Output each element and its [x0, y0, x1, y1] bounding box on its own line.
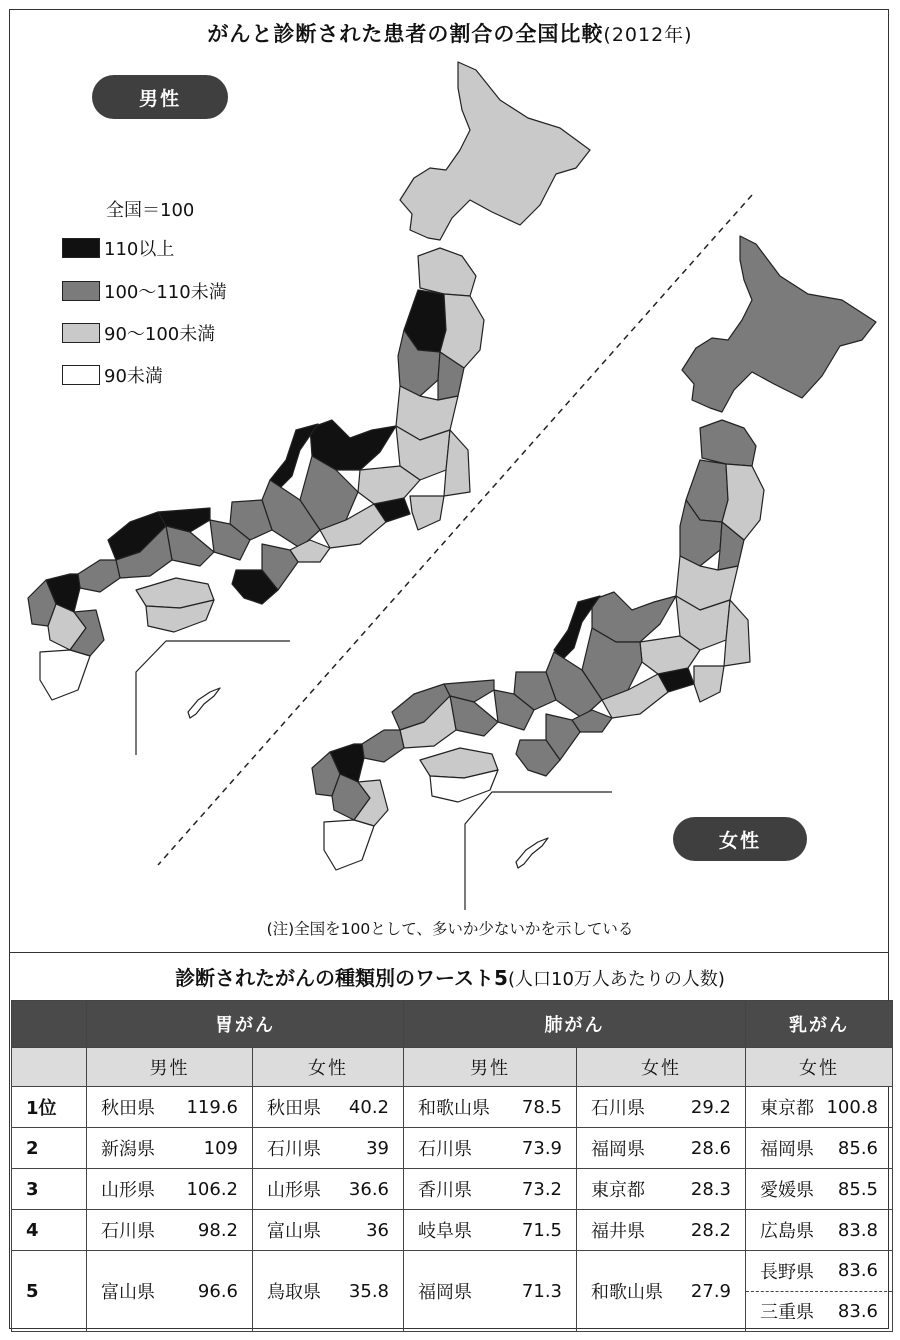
female-label: 女性: [718, 829, 761, 852]
data-cell: [253, 1169, 404, 1210]
rate-value: 119.6: [186, 1096, 238, 1118]
table-subtitle: (人口10万人あたりの人数): [507, 969, 725, 990]
female-aomori: [700, 420, 756, 466]
rate-value: 73.9: [521, 1137, 562, 1159]
ranking-table: [11, 1000, 893, 1332]
section-divider: [9, 952, 889, 953]
female-okayama: [450, 696, 498, 736]
rank-cell: 3: [12, 1169, 87, 1210]
male-kyushu-s: [40, 650, 90, 700]
legend-label: 110以上: [104, 239, 175, 260]
female-map: [312, 236, 876, 910]
data-cell: [746, 1169, 893, 1210]
legend-swatch: [62, 238, 100, 258]
table-row: [12, 1210, 893, 1251]
group-header-breast: 乳がん: [746, 1001, 893, 1048]
prefecture-name: 鳥取県: [267, 1282, 321, 1303]
data-cell: [746, 1087, 893, 1128]
legend-label: 90〜100未満: [104, 324, 216, 345]
split-cell: [746, 1251, 892, 1331]
data-cell: [404, 1210, 577, 1251]
table-group-header-row: [12, 1001, 893, 1048]
female-hokkaido: [682, 236, 876, 412]
rate-value: 71.5: [521, 1219, 562, 1241]
data-cell: [746, 1128, 893, 1169]
rate-value: 100.8: [826, 1096, 878, 1118]
cell-content: [746, 1094, 892, 1120]
female-okinawa: [516, 838, 548, 868]
rate-value: 36.6: [348, 1178, 389, 1200]
cell-content: [404, 1176, 576, 1202]
group-header-lung: 肺がん: [404, 1001, 746, 1048]
rate-value: 83.6: [837, 1260, 878, 1282]
data-cell: [253, 1087, 404, 1128]
cell-content: [87, 1094, 252, 1120]
table-sub-header-row: [12, 1048, 893, 1087]
data-cell: [253, 1210, 404, 1251]
data-cell: [87, 1251, 253, 1332]
rate-value: 35.8: [348, 1280, 389, 1302]
male-aomori: [418, 248, 476, 296]
male-hokkaido: [400, 62, 590, 240]
prefecture-name: 富山県: [267, 1221, 321, 1242]
data-cell: [253, 1251, 404, 1332]
prefecture-name: 三重県: [760, 1302, 814, 1324]
prefecture-name: 石川県: [101, 1221, 155, 1242]
prefecture-name: 和歌山県: [418, 1098, 490, 1119]
female-okinawa-inset: [465, 792, 612, 910]
prefecture-name: 山形県: [267, 1180, 321, 1201]
cell-content: [253, 1278, 403, 1304]
female-kyushu-s: [324, 820, 374, 870]
female-chiba: [694, 666, 724, 702]
male-label: 男性: [138, 87, 181, 110]
data-cell: [87, 1087, 253, 1128]
sub-header-stomach-female: 女性: [253, 1048, 404, 1087]
sub-header-lung-male: 男性: [404, 1048, 577, 1087]
table-row: [12, 1251, 893, 1332]
cell-content: [87, 1278, 252, 1304]
data-cell: [746, 1210, 893, 1251]
prefecture-name: 石川県: [267, 1139, 321, 1160]
cell-content: [746, 1135, 892, 1161]
table-title: [0, 962, 900, 991]
male-okayama: [166, 526, 214, 566]
female-yamaguchi: [362, 730, 404, 762]
data-cell: [404, 1087, 577, 1128]
table-body: [12, 1087, 893, 1332]
cell-content: [746, 1217, 892, 1243]
rank-cell: 5: [12, 1251, 87, 1332]
prefecture-name: 和歌山県: [591, 1282, 663, 1303]
legend-swatch: [62, 281, 100, 301]
prefecture-name: 石川県: [591, 1098, 645, 1119]
legend-title: 全国＝100: [106, 200, 195, 221]
cell-content: [577, 1094, 745, 1120]
rank-cell: 1位: [12, 1087, 87, 1128]
legend-swatch: [62, 323, 100, 343]
data-cell: [87, 1169, 253, 1210]
prefecture-name: 秋田県: [267, 1098, 321, 1119]
data-cell: [404, 1128, 577, 1169]
data-cell: [404, 1251, 577, 1332]
cell-content: [577, 1135, 745, 1161]
cell-content: [404, 1135, 576, 1161]
rank-cell: 4: [12, 1210, 87, 1251]
male-chiba: [410, 496, 444, 530]
cell-content: [577, 1217, 745, 1243]
table-corner: [12, 1001, 87, 1048]
rate-value: 85.6: [837, 1137, 878, 1159]
legend-label: 100〜110未満: [104, 282, 227, 303]
table-row: [12, 1087, 893, 1128]
prefecture-name: 福岡県: [591, 1139, 645, 1160]
prefecture-name: 長野県: [760, 1261, 814, 1283]
cell-content: [253, 1217, 403, 1243]
female-niigata: [592, 592, 676, 642]
male-map: [28, 62, 590, 755]
prefecture-name: 山形県: [101, 1180, 155, 1201]
data-cell: [577, 1087, 746, 1128]
data-cell: [577, 1210, 746, 1251]
cell-content: [253, 1135, 403, 1161]
rate-value: 36: [366, 1219, 389, 1241]
rate-value: 73.2: [521, 1178, 562, 1200]
data-cell: [87, 1128, 253, 1169]
prefecture-name: 秋田県: [101, 1098, 155, 1119]
cell-content: [87, 1135, 252, 1161]
cell-content: [577, 1278, 745, 1304]
rate-value: 83.8: [837, 1219, 878, 1241]
sub-header-stomach-male: 男性: [87, 1048, 253, 1087]
cell-content: [404, 1278, 576, 1304]
prefecture-name: 福岡県: [760, 1139, 814, 1160]
prefecture-name: 福井県: [591, 1221, 645, 1242]
cell-content: [404, 1217, 576, 1243]
cell-content: [253, 1176, 403, 1202]
data-cell: [577, 1251, 746, 1332]
prefecture-name: 広島県: [760, 1221, 814, 1242]
rate-value: 39: [366, 1137, 389, 1159]
rate-value: 40.2: [348, 1096, 389, 1118]
cell-content: [253, 1094, 403, 1120]
rate-value: 98.2: [197, 1219, 238, 1241]
prefecture-name: 香川県: [418, 1180, 472, 1201]
sub-header-lung-female: 女性: [577, 1048, 746, 1087]
rate-value: 27.9: [690, 1280, 731, 1302]
rate-value: 78.5: [521, 1096, 562, 1118]
rate-value: 71.3: [521, 1280, 562, 1302]
legend-swatch: [62, 365, 100, 385]
cell-content: [87, 1176, 252, 1202]
table-title-text: 診断されたがんの種類別のワースト5: [175, 966, 508, 990]
rate-value: 106.2: [186, 1178, 238, 1200]
rate-value: 109: [203, 1137, 238, 1159]
male-label-pill: [92, 75, 228, 119]
prefecture-name: 岐阜県: [418, 1221, 472, 1242]
legend-label: 90未満: [104, 366, 163, 387]
legend-item-under-90: [62, 364, 163, 386]
cell-content: [404, 1094, 576, 1120]
cell-content: [87, 1217, 252, 1243]
prefecture-name: 愛媛県: [760, 1180, 814, 1201]
cell-content: [746, 1251, 892, 1292]
table-row: [12, 1169, 893, 1210]
rate-value: 96.6: [197, 1280, 238, 1302]
sub-header-breast-female: 女性: [746, 1048, 893, 1087]
data-cell-split: [746, 1251, 893, 1332]
prefecture-name: 富山県: [101, 1282, 155, 1303]
rank-cell: 2: [12, 1128, 87, 1169]
rate-value: 28.3: [690, 1178, 731, 1200]
map-note: (注)全国を100として、多いか少ないかを示している: [266, 920, 634, 938]
prefecture-name: 石川県: [418, 1139, 472, 1160]
male-okinawa-inset: [136, 641, 290, 755]
rate-value: 29.2: [690, 1096, 731, 1118]
rate-value: 83.6: [837, 1300, 878, 1322]
table-corner-sub: [12, 1048, 87, 1087]
cell-content: [577, 1176, 745, 1202]
legend-item-100-110: [62, 280, 227, 302]
male-okinawa: [188, 688, 220, 718]
table-row: [12, 1128, 893, 1169]
data-cell: [87, 1210, 253, 1251]
rate-value: 85.5: [837, 1178, 878, 1200]
cell-content: [746, 1292, 892, 1332]
group-header-stomach: 胃がん: [87, 1001, 404, 1048]
legend-item-110-plus: [62, 237, 174, 259]
prefecture-name: 福岡県: [418, 1282, 472, 1303]
rate-value: 28.6: [690, 1137, 731, 1159]
male-yamaguchi: [78, 560, 120, 592]
data-cell: [577, 1169, 746, 1210]
legend-item-90-100: [62, 322, 215, 344]
female-label-pill: [673, 817, 807, 861]
prefecture-name: 東京都: [760, 1098, 814, 1119]
cell-content: [746, 1176, 892, 1202]
map-title-year: (2012年): [603, 24, 693, 46]
prefecture-name: 東京都: [591, 1180, 645, 1201]
data-cell: [577, 1128, 746, 1169]
map-title-text: がんと診断された患者の割合の全国比較: [207, 22, 604, 46]
data-cell: [404, 1169, 577, 1210]
rate-value: 28.2: [690, 1219, 731, 1241]
data-cell: [253, 1128, 404, 1169]
prefecture-name: 新潟県: [101, 1139, 155, 1160]
